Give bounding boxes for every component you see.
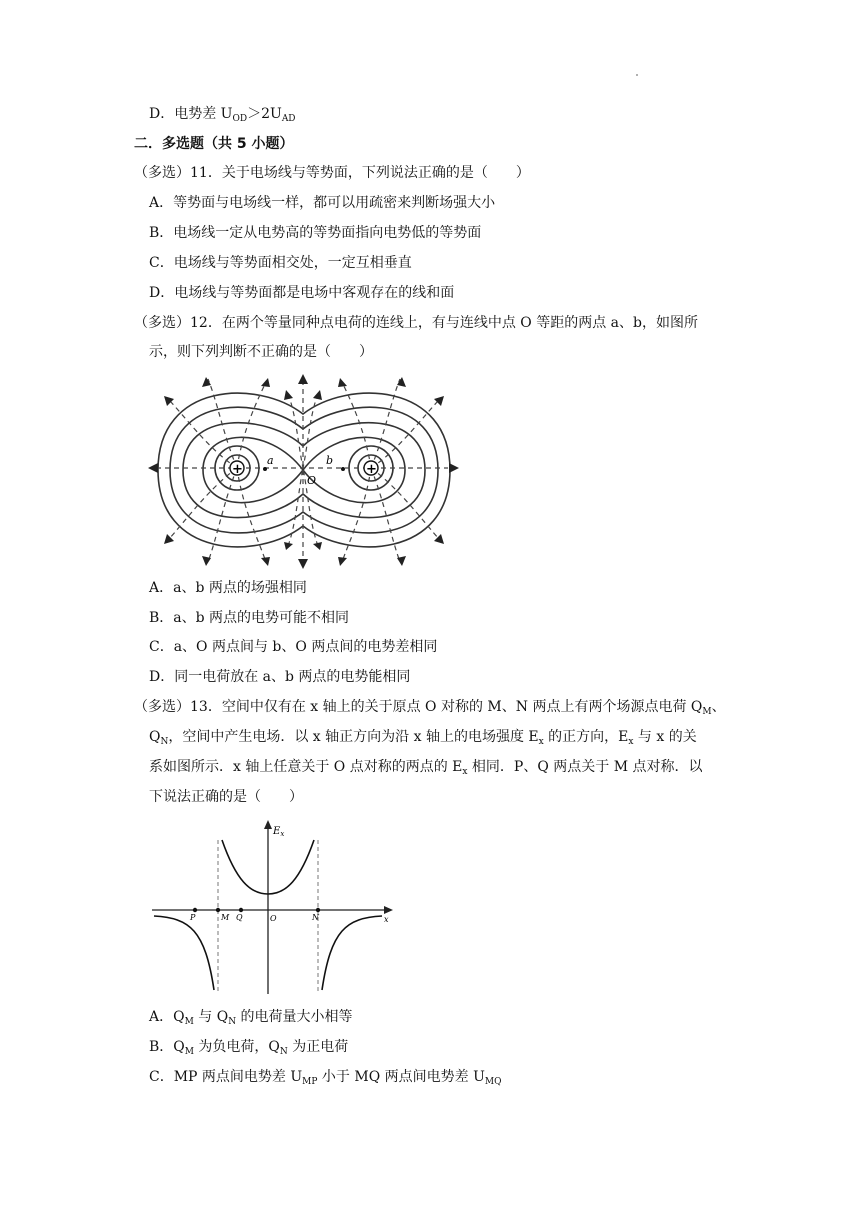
subscript: M xyxy=(702,707,712,717)
q11-option-a: A．等势面与电场线一样，都可以用疏密来判断场强大小 xyxy=(149,195,496,211)
text: 的电荷量大小相等 xyxy=(236,1009,353,1025)
p-label: P xyxy=(190,913,196,922)
text: 系如图所示．x 轴上任意关于 O 点对称的两点的 E xyxy=(149,759,463,775)
q13-option-a xyxy=(149,1007,353,1027)
page-speck xyxy=(636,74,638,76)
ex-x-graph xyxy=(150,820,394,996)
q12-option-a: A．a、b 两点的场强相同 xyxy=(149,580,307,596)
subscript: MQ xyxy=(484,1077,502,1087)
point-a-label: a xyxy=(267,454,274,467)
q11-stem: （多选）11．关于电场线与等势面，下列说法正确的是（ ） xyxy=(134,165,530,181)
o-label: O xyxy=(270,914,277,923)
ex-subscript: x xyxy=(280,830,285,838)
q13-option-c xyxy=(149,1067,501,1087)
text: D．电势差 U xyxy=(149,106,233,122)
subscript: MP xyxy=(302,1077,318,1087)
q12-option-d: D．同一电荷放在 a、b 两点的电势能相同 xyxy=(149,669,411,685)
field-lines-figure xyxy=(148,374,460,570)
point-o-label: O xyxy=(307,474,317,487)
q13-stem-line2 xyxy=(149,727,697,747)
text: 与 x 的关 xyxy=(633,729,697,745)
text: B．Q xyxy=(149,1039,185,1055)
subscript: AD xyxy=(281,114,296,124)
text: A．Q xyxy=(149,1009,185,1025)
q11-option-d: D．电场线与等势面都是电场中客观存在的线和面 xyxy=(149,285,455,301)
q13-option-b xyxy=(149,1037,348,1057)
subscript: N xyxy=(160,737,169,747)
text: ，空间中产生电场．以 x 轴正方向为沿 x 轴上的电场强度 E xyxy=(168,729,539,745)
text: 为负电荷，Q xyxy=(193,1039,280,1055)
subscript: N xyxy=(279,1047,288,1057)
subscript: x xyxy=(538,737,544,747)
point-b-label: b xyxy=(326,454,334,467)
m-label: M xyxy=(221,913,230,922)
q11-option-b: B．电场线一定从电势高的等势面指向电势低的等势面 xyxy=(149,225,482,241)
q11-option-c: C．电场线与等势面相交处，一定互相垂直 xyxy=(149,255,412,271)
q13-stem-line1 xyxy=(134,697,726,717)
text: 的正方向，E xyxy=(543,729,629,745)
n-label: N xyxy=(312,913,319,922)
q12-stem-line2: 示，则下列判断不正确的是（ ） xyxy=(149,344,373,360)
charge-right-label: + xyxy=(366,462,377,477)
q12-stem-line1: （多选）12．在两个等量同种点电荷的连线上，有与连线中点 O 等距的两点 a、b，如图所 xyxy=(134,315,698,331)
ex-letter: E xyxy=(273,826,281,837)
subscript: N xyxy=(228,1017,237,1027)
q-label: Q xyxy=(236,913,243,922)
text: 、 xyxy=(711,699,726,715)
text: 与 Q xyxy=(193,1009,229,1025)
q12-option-b: B．a、b 两点的电势可能不相同 xyxy=(149,610,350,626)
text: 为正电荷 xyxy=(287,1039,349,1055)
x-axis-label: x xyxy=(384,915,389,924)
q12-option-c: C．a、O 两点间与 b、O 两点间的电势差相同 xyxy=(149,639,438,655)
section-header: 二．多选题（共 5 小题） xyxy=(134,136,294,152)
subscript: x xyxy=(462,767,468,777)
charge-left-label: + xyxy=(232,462,243,477)
q13-stem-line4: 下说法正确的是（ ） xyxy=(149,789,303,805)
text: ＞2U xyxy=(247,106,282,122)
subscript: M xyxy=(184,1047,194,1057)
subscript: x xyxy=(628,737,634,747)
text: 小于 MQ 两点间电势差 U xyxy=(317,1069,485,1085)
q13-stem-line3 xyxy=(149,757,703,777)
text: 相同．P、Q 两点关于 M 点对称．以 xyxy=(467,759,703,775)
text: C．MP 两点间电势差 U xyxy=(149,1069,303,1085)
text: Q xyxy=(149,729,161,745)
subscript: OD xyxy=(232,114,248,124)
subscript: M xyxy=(184,1017,194,1027)
ex-axis-label xyxy=(272,826,284,838)
q10-option-d xyxy=(149,104,296,124)
text: （多选）13．空间中仅有在 x 轴上的关于原点 O 对称的 M、N 两点上有两个场源点电荷 Q xyxy=(134,699,703,715)
